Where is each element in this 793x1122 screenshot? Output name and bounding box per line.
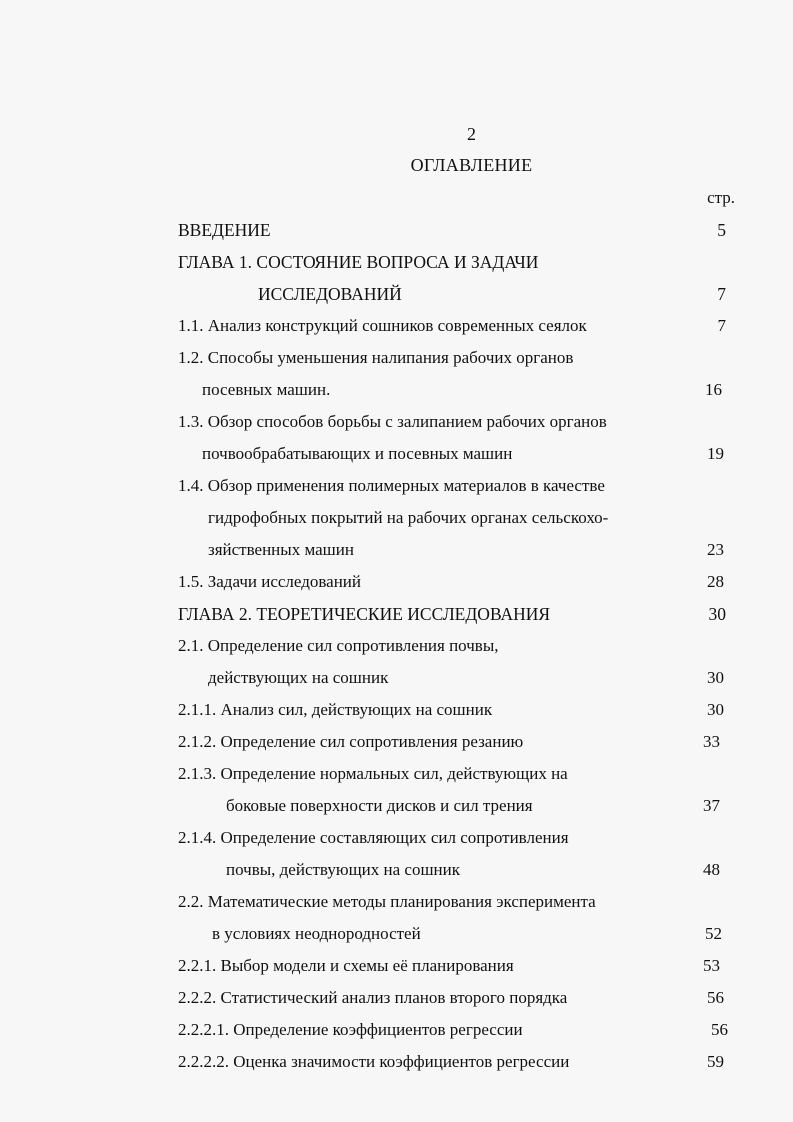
toc-entry-page: 33 [703,732,720,751]
toc-entry-text: 2.2. Математические методы планирования эксперимента [178,892,596,911]
toc-entry-page: 59 [707,1052,724,1071]
toc-entry [178,538,730,562]
toc-entry-text: 1.1. Анализ конструкций сошников современных сеялок [178,316,587,335]
page-title: ОГЛАВЛЕНИЕ [410,155,533,175]
toc-entry-page: 53 [703,956,720,975]
toc-entry-text: 1.2. Способы уменьшения налипания рабочих органов [178,348,574,367]
toc-entry-text: 2.1. Определение сил сопротивления почвы, [178,636,499,655]
toc-entry-text: почвообрабатывающих и посевных машин [202,444,513,463]
toc-entry-page: 52 [705,924,722,943]
toc-entry-text: 2.2.2. Статистический анализ планов второго порядка [178,988,568,1007]
toc-entry [178,890,730,914]
toc-entry-text: боковые поверхности дисков и сил трения [226,796,533,815]
toc-entry [178,506,730,530]
toc-entry [178,314,730,338]
toc-entry [178,1018,730,1042]
toc-entry-page: 30 [707,668,724,687]
toc-entry [178,602,730,626]
toc-entry-page: 7 [717,316,726,335]
toc-entry-text: 2.2.1. Выбор модели и схемы её планирования [178,956,514,975]
toc-entry [178,378,730,402]
toc-entry-text: 1.3. Обзор способов борьбы с залипанием рабочих органов [178,412,607,431]
toc-entry [178,410,730,434]
toc-entry-text: в условиях неоднородностей [212,924,421,943]
toc-entry-page: 56 [707,988,724,1007]
toc-entry-page: 16 [705,380,722,399]
toc-entry-text: 1.4. Обзор применения полимерных материалов в качестве [178,476,605,495]
toc-entry-text: 2.2.2.1. Определение коэффициентов регрессии [178,1020,523,1039]
toc-entry [178,1050,730,1074]
toc-entry [178,218,730,242]
toc-entry-page: 30 [707,700,724,719]
toc-entry [178,666,730,690]
toc-entry-text: 2.1.1. Анализ сил, действующих на сошник [178,700,493,719]
toc-entry [178,826,730,850]
toc-entry [178,346,730,370]
toc-entry-text: 2.2.2.2. Оценка значимости коэффициентов регрессии [178,1052,570,1071]
toc-entry-page: 37 [703,796,720,815]
toc-entry-text: 2.1.2. Определение сил сопротивления резанию [178,732,524,751]
toc-entry-page: 7 [717,284,726,304]
toc-entry [178,858,730,882]
toc-entry-page: 48 [703,860,720,879]
toc-entry [178,954,730,978]
toc-entry [178,730,730,754]
toc-entry-page: 30 [708,604,726,624]
toc-entry [178,250,730,274]
toc-entry [178,634,730,658]
toc-entry [178,442,730,466]
toc-entry-text: 1.5. Задачи исследований [178,572,362,591]
toc-entry [178,474,730,498]
toc-entry-text: почвы, действующих на сошник [226,860,460,879]
toc-entry-text: ИССЛЕДОВАНИЙ [258,284,402,304]
toc-entry-text: гидрофобных покрытий на рабочих органах сельскохо- [208,508,609,527]
toc-entry-text: посевных машин. [202,380,331,399]
toc-entry-text: ГЛАВА 2. ТЕОРЕТИЧЕСКИЕ ИССЛЕДОВАНИЯ [178,604,551,624]
toc-entry [178,922,730,946]
toc-entry-text: ГЛАВА 1. СОСТОЯНИЕ ВОПРОСА И ЗАДАЧИ [178,252,539,272]
toc-entry [178,698,730,722]
toc-entry-page: 56 [711,1020,728,1039]
toc-entry-text: ВВЕДЕНИЕ [178,220,271,240]
toc-entry-text: 2.1.4. Определение составляющих сил сопротивления [178,828,569,847]
toc-entry-page: 19 [707,444,724,463]
page-column-header: стр. [707,188,735,207]
toc-entry-text: действующих на сошник [208,668,389,687]
toc-entry [178,282,730,306]
toc-entry [178,986,730,1010]
page-number: 2 [467,124,476,144]
toc-entry-text: 2.1.3. Определение нормальных сил, действующих на [178,764,568,783]
toc-entry-page: 28 [707,572,724,591]
toc-entry [178,570,730,594]
toc-entry [178,794,730,818]
toc-entry-text: зяйственных машин [208,540,354,559]
toc-entry-page: 23 [707,540,724,559]
toc-entry [178,762,730,786]
toc-entry-page: 5 [717,220,726,240]
